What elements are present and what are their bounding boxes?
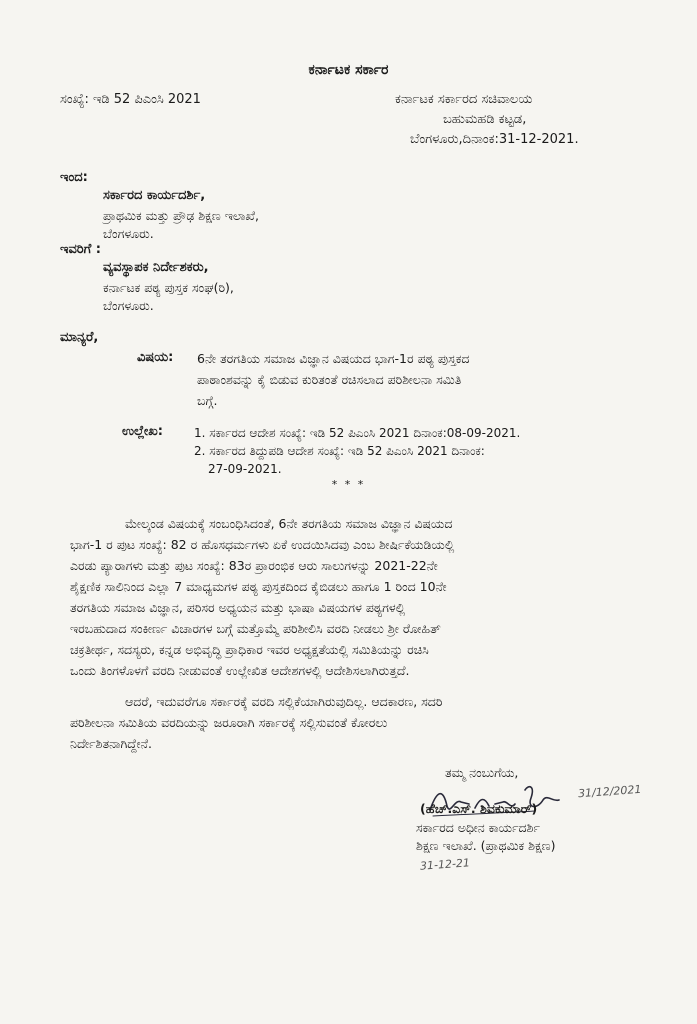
body-p2-line-1: ಆದರೆ, ಇದುವರೆಗೂ ಸರ್ಕಾರಕ್ಕೆ ವರದಿ ಸಲ್ಲಿಕೆಯಾಗಿರುವುದಿಲ್ಲ. ಆದಕಾರಣ, ಸದರಿ xyxy=(125,694,443,709)
from-city: ಬೆಂಗಳೂರು. xyxy=(103,226,154,241)
signatory-designation: ಸರ್ಕಾರದ ಅಧೀನ ಕಾರ್ಯದರ್ಶಿ xyxy=(416,820,540,835)
to-label: ಇವರಿಗೆ : xyxy=(60,242,101,257)
subject-line-1: 6ನೇ ತರಗತಿಯ ಸಮಾಜ ವಿಜ್ಞಾನ ವಿಷಯದ ಭಾಗ-1ರ ಪಠ್ಯ ಪುಸ್ತಕದ xyxy=(197,351,470,366)
reference-item-2: 2. ಸರ್ಕಾರದ ತಿದ್ದುಪಡಿ ಆದೇಶ ಸಂಖ್ಯೆ: ಇಡಿ 52 ಪಿಎಂಸಿ 2021 ದಿನಾಂಕ: xyxy=(194,444,485,458)
body-p2-line-2: ಪರಿಶೀಲನಾ ಸಮಿತಿಯ ವರದಿಯನ್ನು ಜರೂರಾಗಿ ಸರ್ಕಾರಕ್ಕೆ ಸಲ್ಲಿಸುವಂತೆ ಕೋರಲು xyxy=(70,715,388,730)
from-department: ಪ್ರಾಥಮಿಕ ಮತ್ತು ಪ್ರೌಢ ಶಿಕ್ಷಣ ಇಲಾಖೆ, xyxy=(103,208,259,223)
subject-label: ವಿಷಯ: xyxy=(137,350,174,365)
body-p1-line-5: ತರಗತಿಯ ಸಮಾಜ ವಿಜ್ಞಾನ, ಪರಿಸರ ಅಧ್ಯಯನ ಮತ್ತು ಭಾಷಾ ವಿಷಯಗಳ ಪಠ್ಯಗಳಲ್ಲಿ xyxy=(70,600,406,615)
signature-date: 31/12/2021 xyxy=(577,782,642,801)
to-title: ವ್ಯವಸ್ಥಾಪಕ ನಿರ್ದೇಶಕರು, xyxy=(103,260,209,275)
body-p1-line-6: ಇರಬಹುದಾದ ಸಂಕೀರ್ಣ ವಿಚಾರಗಳ ಬಗ್ಗೆ ಮತ್ತೊಮ್ಮೆ ಪರಿಶೀಲಿಸಿ ವರದಿ ನೀಡಲು ಶ್ರೀ ರೋಹಿತ್ xyxy=(70,621,441,636)
subject-line-2: ಪಾಠಾಂಶವನ್ನು ಕೈ ಬಿಡುವ ಕುರಿತಂತೆ ರಚಿಸಲಾದ ಪರಿಶೀಲನಾ ಸಮಿತಿ xyxy=(197,372,462,387)
to-organisation: ಕರ್ನಾಟಕ ಪಠ್ಯ ಪುಸ್ತಕ ಸಂಘ(ರಿ), xyxy=(103,280,234,295)
office-date-line: ಬೆಂಗಳೂರು,ದಿನಾಂಕ:31-12-2021. xyxy=(410,132,579,147)
body-p1-line-2: ಭಾಗ-1 ರ ಪುಟ ಸಂಖ್ಯೆ: 82 ರ ಹೊಸಧರ್ಮಗಳು ಏಕೆ ಉದಯಿಸಿದವು ಎಂಬ ಶೀರ್ಷಿಕೆಯಡಿಯಲ್ಲಿ xyxy=(70,537,455,552)
separator-stars: * * * xyxy=(331,478,366,491)
body-p1-line-4: ಶೈಕ್ಷಣಿಕ ಸಾಲಿನಿಂದ ಎಲ್ಲಾ 7 ಮಾಧ್ಯಮಗಳ ಪಠ್ಯ ಪುಸ್ತಕದಿಂದ ಕೈಬಿಡಲು ಹಾಗೂ 1 ರಿಂದ 10ನೇ xyxy=(70,579,447,594)
body-p2-line-3: ನಿರ್ದೇಶಿತನಾಗಿದ್ದೇನೆ. xyxy=(70,736,153,751)
salutation: ಮಾನ್ಯರೆ, xyxy=(60,330,99,345)
to-city: ಬೆಂಗಳೂರು. xyxy=(103,298,154,313)
closing-yours: ತಮ್ಮ ನಂಬುಗೆಯ, xyxy=(445,765,519,780)
government-heading: ಕರ್ನಾಟಕ ಸರ್ಕಾರ xyxy=(308,62,389,78)
signatory-department: ಶಿಕ್ಷಣ ಇಲಾಖೆ. (ಪ್ರಾಥಮಿಕ ಶಿಕ್ಷಣ) xyxy=(416,838,556,853)
office-line-2: ಬಹುಮಹಡಿ ಕಟ್ಟಡ, xyxy=(443,112,527,127)
body-p1-line-3: ಎರಡು ಪ್ಯಾರಾಗಳು ಮತ್ತು ಪುಟ ಸಂಖ್ಯೆ: 83ರ ಪ್ರಾರಂಭಿಕ ಆರು ಸಾಲುಗಳನ್ನು 2021-22ನೇ xyxy=(70,558,438,573)
office-line-1: ಕರ್ನಾಟಕ ಸರ್ಕಾರದ ಸಚಿವಾಲಯ xyxy=(395,92,533,107)
from-title: ಸರ್ಕಾರದ ಕಾರ್ಯದರ್ಶಿ, xyxy=(103,188,206,203)
reference-item-1: 1. ಸರ್ಕಾರದ ಆದೇಶ ಸಂಖ್ಯೆ: ಇಡಿ 52 ಪಿಎಂಸಿ 2021 ದಿನಾಂಕ:08-09-2021. xyxy=(194,426,521,440)
order-number: ಸಂಖ್ಯೆ: ಇಡಿ 52 ಪಿಎಂಸಿ 2021 xyxy=(60,92,201,107)
reference-item-2-date: 27-09-2021. xyxy=(208,462,282,476)
initials-date: 31-12-21 xyxy=(419,856,471,873)
body-p1-line-7: ಚಕ್ರತೀರ್ಥ, ಸದಸ್ಯರು, ಕನ್ನಡ ಅಭಿವೃದ್ಧಿ ಪ್ರಾಧಿಕಾರ ಇವರ ಅಧ್ಯಕ್ಷತೆಯಲ್ಲಿ ಸಮಿತಿಯನ್ನು ರಚಿಸಿ xyxy=(70,642,429,657)
from-label: ಇಂದ: xyxy=(60,170,88,185)
body-p1-line-1: ಮೇಲ್ಕಂಡ ವಿಷಯಕ್ಕೆ ಸಂಬಂಧಿಸಿದಂತೆ, 6ನೇ ತರಗತಿಯ ಸಮಾಜ ವಿಜ್ಞಾನ ವಿಷಯದ xyxy=(125,516,453,531)
subject-line-3: ಬಗ್ಗೆ. xyxy=(197,393,218,408)
signatory-name: (ಹೆಚ್.ಎಸ್. ಶಿವಕುಮಾರ್) xyxy=(420,801,538,816)
body-p1-line-8: ಒಂದು ತಿಂಗಳೊಳಗೆ ವರದಿ ನೀಡುವಂತೆ ಉಲ್ಲೇಖಿತ ಆದೇಶಗಳಲ್ಲಿ ಆದೇಶಿಸಲಾಗಿರುತ್ತದೆ. xyxy=(70,663,410,678)
reference-label: ಉಲ್ಲೇಖ: xyxy=(122,424,163,439)
